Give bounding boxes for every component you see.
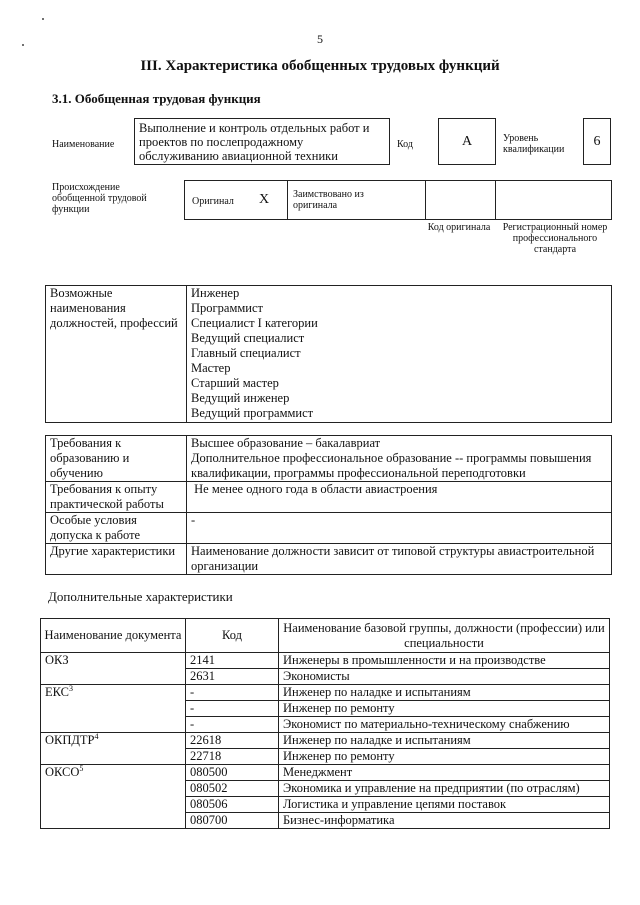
additional-body: [41, 653, 610, 829]
positions-label: Возможные наименования должностей, профессий: [46, 286, 187, 423]
footnote-mark: 5: [79, 763, 84, 773]
reg-number-caption: Регистрационный номер профессионального стандарта: [502, 222, 608, 255]
code-original-caption: Код оригинала: [427, 222, 491, 233]
code-cell: 2631: [186, 669, 279, 685]
origin-divider: [287, 181, 288, 219]
origin-box: [184, 180, 612, 220]
occupation-name-cell: Инженер по ремонту: [279, 749, 610, 765]
requirement-line: -: [191, 513, 196, 527]
additional-row: [41, 765, 610, 781]
position-item: Специалист I категории: [191, 316, 318, 330]
requirement-line: Наименование должности зависит от типовой структуры авиастроительной организации: [191, 544, 595, 573]
requirement-label: Требования к опыту практической работы: [46, 482, 187, 513]
code-cell: 080502: [186, 781, 279, 797]
origin-original-label: Оригинал: [192, 196, 234, 207]
position-item: Ведущий инженер: [191, 391, 290, 405]
scan-speck: [42, 18, 44, 20]
document-name: ОКПДТР: [45, 733, 95, 747]
occupation-name-cell: Экономист по материально-техническому снабжению: [279, 717, 610, 733]
origin-divider: [495, 181, 496, 219]
code-cell: -: [186, 685, 279, 701]
position-item: Ведущий программист: [191, 406, 314, 420]
additional-header-row: [41, 619, 610, 653]
gtf-code-value: А: [461, 133, 473, 149]
requirement-value: [187, 482, 612, 513]
additional-title: Дополнительные характеристики: [48, 589, 233, 604]
requirement-row: [46, 436, 612, 482]
requirement-row: [46, 513, 612, 544]
occupation-name-cell: Инженеры в промышленности и на производстве: [279, 653, 610, 669]
document-name: ЕКС: [45, 685, 69, 699]
requirement-line: Высшее образование – бакалавриат: [191, 436, 381, 450]
additional-row: [41, 685, 610, 701]
gtf-code-box: [438, 118, 496, 165]
requirement-value: [187, 544, 612, 575]
additional-row: [41, 733, 610, 749]
gtf-code-label: Код: [397, 139, 413, 150]
code-cell: -: [186, 717, 279, 733]
origin-borrowed-label: Заимствовано из оригинала: [293, 189, 364, 211]
requirement-line: Дополнительное профессиональное образование -- программы повышения квалификации, программы профессиональной переподготовки: [191, 451, 592, 480]
header-document: Наименование документа: [41, 619, 186, 653]
code-cell: 080700: [186, 813, 279, 829]
occupation-name-cell: Экономисты: [279, 669, 610, 685]
occupation-name-cell: Бизнес-информатика: [279, 813, 610, 829]
footnote-mark: 4: [94, 731, 99, 741]
document-name: ОКЗ: [45, 653, 69, 667]
requirement-label: Другие характеристики: [46, 544, 187, 575]
requirement-value: [187, 436, 612, 482]
requirement-value: [187, 513, 612, 544]
requirement-label: Особые условия допуска к работе: [46, 513, 187, 544]
positions-list: [187, 286, 612, 423]
gtf-name-label: Наименование: [52, 139, 115, 150]
document-cell: [41, 685, 186, 733]
page-number: 5: [317, 32, 323, 46]
gtf-name-box: [134, 118, 390, 165]
position-item: Главный специалист: [191, 346, 301, 360]
code-cell: 22618: [186, 733, 279, 749]
code-cell: 080506: [186, 797, 279, 813]
section-title: III. Характеристика обобщенных трудовых функций: [140, 58, 500, 74]
document-cell: [41, 765, 186, 829]
code-cell: -: [186, 701, 279, 717]
code-cell: 080500: [186, 765, 279, 781]
occupation-name-cell: Инженер по наладке и испытаниям: [279, 733, 610, 749]
occupation-name-cell: Экономика и управление на предприятии (по отраслям): [279, 781, 610, 797]
code-cell: 2141: [186, 653, 279, 669]
position-item: Ведущий специалист: [191, 331, 305, 345]
origin-label: Происхождение обобщенной трудовой функции: [52, 182, 147, 215]
position-item: Программист: [191, 301, 263, 315]
document-cell: [41, 653, 186, 685]
additional-table: [40, 618, 610, 829]
requirement-line: Не менее одного года в области авиастроения: [191, 482, 438, 496]
positions-table: [45, 285, 612, 423]
additional-row: [41, 653, 610, 669]
gtf-level-label: Уровень квалификации: [503, 133, 565, 155]
position-item: Мастер: [191, 361, 231, 375]
origin-original-mark: Х: [259, 192, 270, 207]
origin-divider: [425, 181, 426, 219]
requirement-row: [46, 544, 612, 575]
code-cell: 22718: [186, 749, 279, 765]
position-item: Инженер: [191, 286, 240, 300]
occupation-name-cell: Инженер по ремонту: [279, 701, 610, 717]
document-name: ОКСО: [45, 765, 80, 779]
document-cell: [41, 733, 186, 765]
requirement-label: Требования к образованию и обучению: [46, 436, 187, 482]
footnote-mark: 3: [69, 683, 73, 693]
subsection-title: 3.1. Обобщенная трудовая функция: [52, 91, 261, 106]
gtf-name-value: Выполнение и контроль отдельных работ и проектов по послепродажному обслуживанию авиационной техники: [139, 121, 370, 163]
occupation-name-cell: Инженер по наладке и испытаниям: [279, 685, 610, 701]
occupation-name-cell: Менеджмент: [279, 765, 610, 781]
requirements-table: [45, 435, 612, 575]
occupation-name-cell: Логистика и управление цепями поставок: [279, 797, 610, 813]
header-code: Код: [186, 619, 279, 653]
header-name: Наименование базовой группы, должности (профессии) или специальности: [279, 619, 610, 653]
position-item: Старший мастер: [191, 376, 279, 390]
gtf-level-box: [583, 118, 611, 165]
requirement-row: [46, 482, 612, 513]
gtf-level-value: 6: [593, 133, 601, 149]
